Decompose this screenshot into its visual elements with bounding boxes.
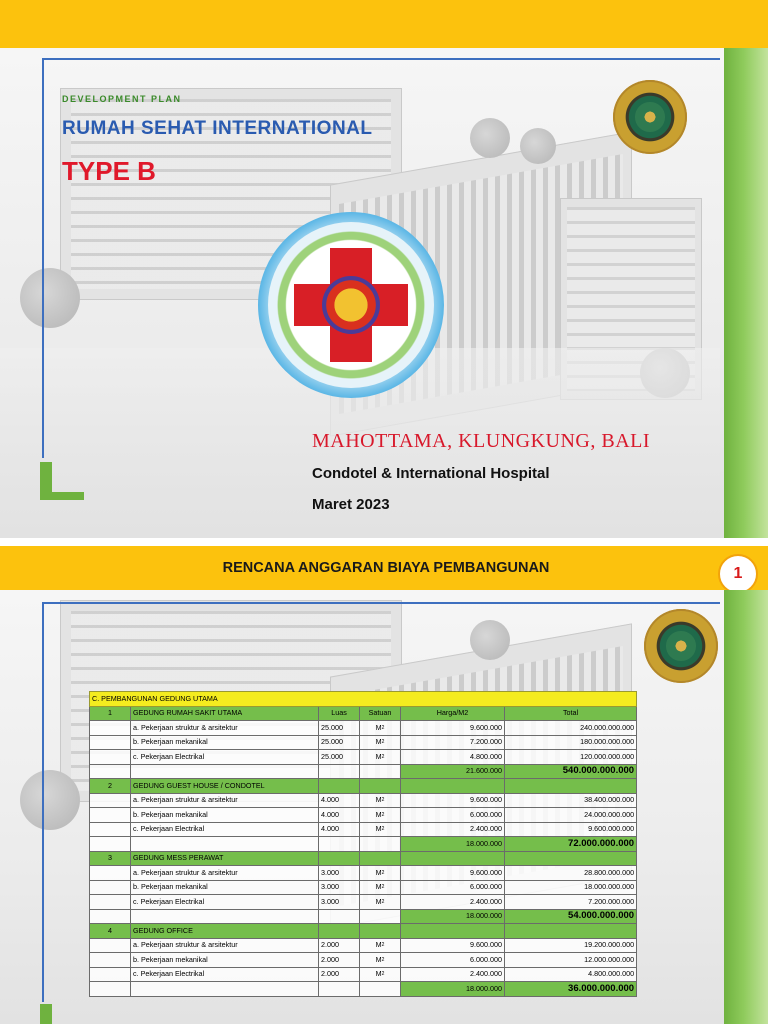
item-luas: 3.000 [319, 895, 360, 910]
kicker-text: DEVELOPMENT PLAN [62, 94, 182, 104]
empty-cell [90, 909, 131, 924]
item-description: b. Pekerjaan mekanikal [131, 808, 319, 823]
subtotal-row [90, 982, 637, 997]
empty-cell [360, 851, 401, 866]
item-harga: 6.000.000 [401, 808, 505, 823]
table-row [90, 735, 637, 750]
budget-table [89, 691, 637, 997]
item-harga: 6.000.000 [401, 953, 505, 968]
subtotal-total: 54.000.000.000 [505, 909, 637, 924]
empty-cell [319, 851, 360, 866]
table-row [90, 822, 637, 837]
frame-line-top [42, 58, 720, 60]
hospital-cross-logo [258, 212, 444, 398]
empty-cell [90, 822, 131, 837]
column-header-luas: Luas [319, 706, 360, 721]
group-name: GEDUNG GUEST HOUSE / CONDOTEL [131, 779, 319, 794]
item-total: 38.400.000.000 [505, 793, 637, 808]
item-total: 19.200.000.000 [505, 938, 637, 953]
item-luas: 3.000 [319, 866, 360, 881]
item-total: 120.000.000.000 [505, 750, 637, 765]
subtotal-harga: 18.000.000 [401, 982, 505, 997]
frame-line-left [42, 58, 44, 458]
top-yellow-band [0, 0, 768, 48]
item-luas: 25.000 [319, 750, 360, 765]
item-satuan: $M^2$ [360, 895, 401, 910]
empty-cell [90, 895, 131, 910]
item-satuan: $M^2$ [360, 750, 401, 765]
item-description: a. Pekerjaan struktur & arsitektur [131, 721, 319, 736]
item-luas: 25.000 [319, 735, 360, 750]
item-description: c. Pekerjaan Electrikal [131, 895, 319, 910]
group-name: GEDUNG MESS PERAWAT [131, 851, 319, 866]
item-harga: 9.600.000 [401, 793, 505, 808]
table-row [90, 880, 637, 895]
table-row [90, 793, 637, 808]
item-satuan: $M^2$ [360, 880, 401, 895]
item-total: 9.600.000.000 [505, 822, 637, 837]
empty-cell [131, 837, 319, 852]
empty-cell [319, 837, 360, 852]
item-total: 12.000.000.000 [505, 953, 637, 968]
item-luas: 2.000 [319, 938, 360, 953]
column-header-harga: Harga/M2 [401, 706, 505, 721]
empty-cell [131, 909, 319, 924]
item-total: 4.800.000.000 [505, 967, 637, 982]
subtotal-total: 36.000.000.000 [505, 982, 637, 997]
subtotal-total: 540.000.000.000 [505, 764, 637, 779]
type-label: TYPE B [62, 156, 156, 186]
item-description: a. Pekerjaan struktur & arsitektur [131, 938, 319, 953]
empty-cell [90, 721, 131, 736]
item-luas: 4.000 [319, 793, 360, 808]
subtotal-total: 72.000.000.000 [505, 837, 637, 852]
subtotal-row [90, 764, 637, 779]
section-title-row [90, 692, 637, 707]
frame-line-left-2 [42, 602, 44, 1002]
empty-cell [401, 851, 505, 866]
right-green-bar-2 [724, 590, 768, 1024]
empty-cell [131, 764, 319, 779]
item-satuan: $M^2$ [360, 967, 401, 982]
group-name: GEDUNG RUMAH SAKIT UTAMA [131, 706, 319, 721]
empty-cell [90, 808, 131, 823]
item-satuan: $M^2$ [360, 808, 401, 823]
company-seal-icon-2 [644, 609, 718, 683]
item-description: b. Pekerjaan mekanikal [131, 880, 319, 895]
item-total: 28.800.000.000 [505, 866, 637, 881]
empty-cell [319, 764, 360, 779]
empty-cell [90, 982, 131, 997]
group-number: 1 [90, 706, 131, 721]
item-total: 240.000.000.000 [505, 721, 637, 736]
column-header-total: Total [505, 706, 637, 721]
empty-cell [90, 953, 131, 968]
section-title: C. PEMBANGUNAN GEDUNG UTAMA [90, 692, 637, 707]
item-description: c. Pekerjaan Electrikal [131, 750, 319, 765]
location-text: MAHOTTAMA, KLUNGKUNG, BALI [312, 430, 651, 452]
table-row [90, 895, 637, 910]
table-row [90, 967, 637, 982]
item-harga: 2.400.000 [401, 967, 505, 982]
empty-cell [90, 880, 131, 895]
item-satuan: $M^2$ [360, 953, 401, 968]
item-harga: 9.600.000 [401, 866, 505, 881]
page-header-title: RENCANA ANGGARAN BIAYA PEMBANGUNAN [222, 560, 550, 576]
item-total: 24.000.000.000 [505, 808, 637, 823]
item-total: 18.000.000.000 [505, 880, 637, 895]
item-harga: 4.800.000 [401, 750, 505, 765]
empty-cell [319, 924, 360, 939]
corner-bracket-2 [40, 1004, 52, 1024]
subtotal-harga: 18.000.000 [401, 837, 505, 852]
corner-bracket-foot [40, 492, 84, 500]
group-header-row [90, 924, 637, 939]
item-harga: 9.600.000 [401, 721, 505, 736]
empty-cell [401, 779, 505, 794]
empty-cell [90, 866, 131, 881]
group-number: 4 [90, 924, 131, 939]
group-header-row [90, 706, 637, 721]
group-header-row [90, 779, 637, 794]
empty-cell [90, 764, 131, 779]
item-harga: 2.400.000 [401, 895, 505, 910]
frame-line-top-2 [42, 602, 720, 604]
empty-cell [319, 982, 360, 997]
item-luas: 2.000 [319, 953, 360, 968]
group-number: 3 [90, 851, 131, 866]
item-satuan: $M^2$ [360, 735, 401, 750]
item-description: a. Pekerjaan struktur & arsitektur [131, 793, 319, 808]
subtotal-row [90, 837, 637, 852]
empty-cell [90, 735, 131, 750]
column-header-satuan: Satuan [360, 706, 401, 721]
item-luas: 25.000 [319, 721, 360, 736]
item-satuan: $M^2$ [360, 721, 401, 736]
empty-cell [90, 938, 131, 953]
empty-cell [360, 982, 401, 997]
subtotal-harga: 18.000.000 [401, 909, 505, 924]
empty-cell [319, 779, 360, 794]
item-total: 180.000.000.000 [505, 735, 637, 750]
item-luas: 3.000 [319, 880, 360, 895]
empty-cell [360, 837, 401, 852]
table-row [90, 750, 637, 765]
empty-cell [505, 851, 637, 866]
page-header-band [0, 546, 712, 590]
item-harga: 7.200.000 [401, 735, 505, 750]
item-description: c. Pekerjaan Electrikal [131, 967, 319, 982]
table-row [90, 953, 637, 968]
page-number-badge: 1 [718, 554, 758, 594]
empty-cell [360, 764, 401, 779]
group-number: 2 [90, 779, 131, 794]
empty-cell [360, 779, 401, 794]
item-satuan: $M^2$ [360, 866, 401, 881]
empty-cell [319, 909, 360, 924]
empty-cell [505, 779, 637, 794]
subtotal-harga: 21.600.000 [401, 764, 505, 779]
item-luas: 4.000 [319, 808, 360, 823]
table-row [90, 721, 637, 736]
item-satuan: $M^2$ [360, 938, 401, 953]
item-description: c. Pekerjaan Electrikal [131, 822, 319, 837]
table-row [90, 938, 637, 953]
empty-cell [90, 793, 131, 808]
empty-cell [131, 982, 319, 997]
subtotal-row [90, 909, 637, 924]
project-title: RUMAH SEHAT INTERNATIONAL [62, 118, 373, 139]
item-total: 7.200.000.000 [505, 895, 637, 910]
item-harga: 2.400.000 [401, 822, 505, 837]
group-name: GEDUNG OFFICE [131, 924, 319, 939]
group-header-row [90, 851, 637, 866]
item-harga: 6.000.000 [401, 880, 505, 895]
item-luas: 2.000 [319, 967, 360, 982]
item-description: b. Pekerjaan mekanikal [131, 735, 319, 750]
item-luas: 4.000 [319, 822, 360, 837]
empty-cell [360, 924, 401, 939]
empty-cell [360, 909, 401, 924]
item-description: b. Pekerjaan mekanikal [131, 953, 319, 968]
empty-cell [505, 924, 637, 939]
item-satuan: $M^2$ [360, 822, 401, 837]
empty-cell [90, 837, 131, 852]
company-seal-icon [613, 80, 687, 154]
table-row [90, 866, 637, 881]
empty-cell [90, 967, 131, 982]
item-satuan: $M^2$ [360, 793, 401, 808]
subtitle-text: Condotel & International Hospital [312, 465, 550, 482]
date-text: Maret 2023 [312, 496, 390, 513]
item-description: a. Pekerjaan struktur & arsitektur [131, 866, 319, 881]
right-green-bar [724, 48, 768, 538]
empty-cell [90, 750, 131, 765]
table-row [90, 808, 637, 823]
item-harga: 9.600.000 [401, 938, 505, 953]
empty-cell [401, 924, 505, 939]
